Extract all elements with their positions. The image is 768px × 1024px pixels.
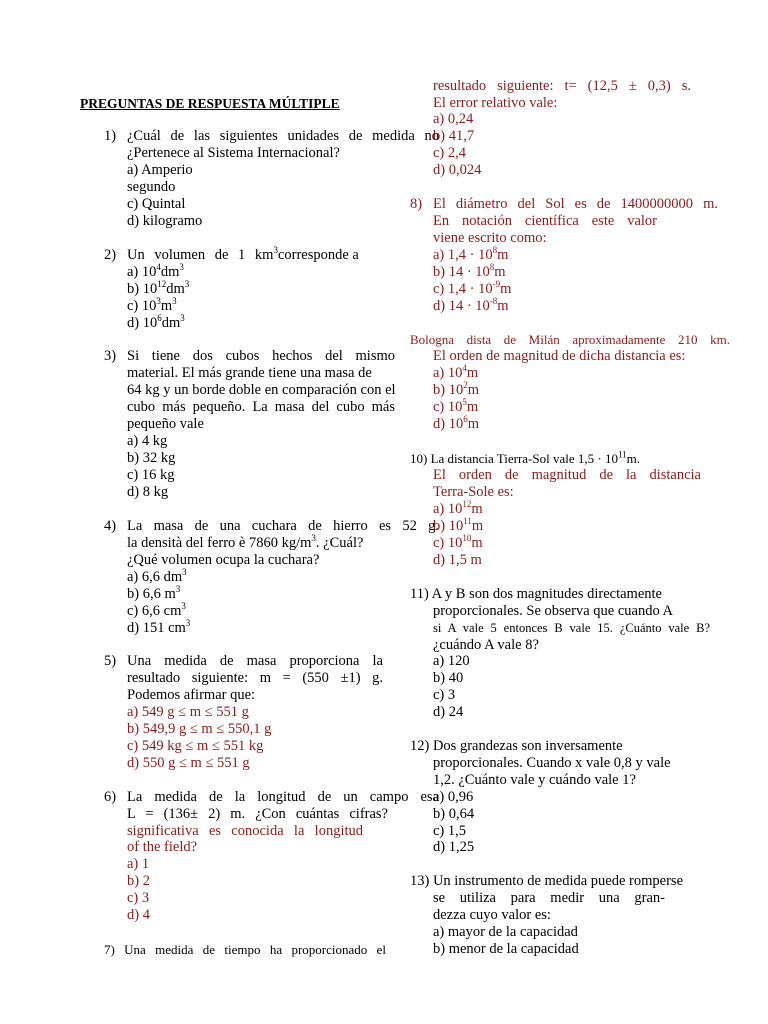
option-a: a) 120 [433,653,470,669]
option-c: c) $10^3m^3$ [127,296,177,314]
option-b: b) 6,6 $m^3$ [127,584,181,602]
question-text: L = (136± 2) m. ¿Con cuántas cifras? [127,806,388,822]
question-text: 1,2. ¿Cuánto vale y cuándo vale 1? [433,772,636,788]
question-text: Un volumen de 1 $km^3corresponde$ a [127,245,359,263]
option-b: b) $14 \cdot 10^8m$ [433,262,506,280]
option-b: b) 32 kg [127,450,176,466]
question-text: la densità del ferro è 7860 $kg/m^3$. ¿Cuál? [127,533,364,551]
question-text: La masa de una cuchara de hierro es 52 g. [127,518,439,534]
option-b: b) 2 [127,873,150,889]
option-d: d) $10^6m$ [433,414,479,432]
question-number: 2) [104,247,117,263]
option-b: b) 40 [433,670,464,686]
question-text: resultado siguiente: t= (12,5 ± 0,3) s. [433,78,691,94]
option-b: segundo [127,179,176,195]
question-text: 12) Dos grandezas son inversamente [410,738,623,754]
question-text: El error relativo vale: [433,95,558,111]
question-text: Una medida de masa proporciona la [127,653,383,669]
question-text: material. El más grande tiene una masa de [127,365,372,381]
option-b: b) 549,9 g ≤ m ≤ 550,1 g [127,721,272,737]
question-text: En notación científica este valor [433,213,657,229]
option-c: c) $10^{10}m$ [433,533,483,551]
question-text: proporcionales. Se observa que cuando A [433,603,673,619]
question-text: pequeño vale [127,416,204,432]
option-b: b) $10^2m$ [433,380,479,398]
question-text: dezza cuyo valor es: [433,907,551,923]
option-b: b) 41,7 [433,128,475,144]
option-d: d) kilogramo [127,213,203,229]
option-a: a) $1,4 \cdot 10^8m$ [433,245,509,263]
question-text: Si tiene dos cubos hechos del mismo [127,348,395,364]
option-a: a) mayor de la capacidad [433,924,578,940]
question-text: Bologna dista de Milán aproximadamente 210 km. [410,332,730,347]
question-text: Terra-Sole es: [433,484,514,500]
option-c: c) 6,6 $cm^3$ [127,601,186,619]
question-number: 4) [104,518,117,534]
option-a: a) 549 g ≤ m ≤ 551 g [127,704,249,720]
question-text: ¿Cuál de las siguientes unidades de medida no [127,128,439,144]
question-text: El orden de magnitud de dicha distancia es: [433,348,686,364]
option-d: d) 4 [127,907,150,923]
option-a: a) Amperio [127,162,193,178]
option-d: d) $14 \cdot 10^{-8}m$ [433,296,509,314]
option-d: d) 24 [433,704,464,720]
question-text: 13) Un instrumento de medida puede romperse [410,873,684,889]
option-a: a) $10^4dm^3$ [127,262,184,280]
option-d: d) 0,024 [433,162,482,178]
option-c: c) $10^5m$ [433,397,479,415]
option-a: a) $10^4m$ [433,363,479,381]
option-d: d) 8 kg [127,484,169,500]
question-number: 8) [410,196,423,212]
question-text: viene escrito como: [433,230,547,246]
option-a: a) 1 [127,856,150,872]
question-text: significativa es conocida la longitud [127,823,363,839]
question-number: 3) [104,348,117,364]
question-text: 11) A y B son dos magnitudes directamente [410,586,662,602]
question-text: Podemos afirmar que: [127,687,256,703]
option-d: d) 550 g ≤ m ≤ 551 g [127,755,250,771]
question-text: se utiliza para medir una gran- [433,890,665,906]
option-b: b) menor de la capacidad [433,941,579,957]
option-a: a) 6,6 $dm^3$ [127,567,187,585]
question-text: resultado siguiente: m = (550 ±1) g. [127,670,383,686]
question-number: 6) [104,789,117,805]
question-text: ¿cuándo A vale 8? [433,637,539,653]
question-text: El diámetro del Sol es de 1400000000 m. [433,196,718,212]
question-text: of the field? [127,839,198,855]
option-a: a) 0,24 [433,111,474,127]
question-text: ¿Qué volumen ocupa la cuchara? [127,552,320,568]
option-c: c) Quintal [127,196,186,212]
option-b: b) $10^{12}dm^3$ [127,279,190,297]
option-d: d) 1,25 [433,839,475,855]
option-d: d) 1,5 m [433,552,482,568]
option-c: c) 16 kg [127,467,175,483]
option-a: a) 4 kg [127,433,168,449]
question-text: El orden de magnitud de la distancia [433,467,701,483]
question-text: si A vale 5 entonces B vale 15. ¿Cuánto vale B? [433,621,710,635]
question-text: 64 kg y un borde doble en comparación con el [127,382,396,398]
option-d: d) $10^6dm^3$ [127,313,185,331]
page-title: PREGUNTAS DE RESPUESTA MÚLTIPLE [80,96,340,111]
option-c: c) 1,5 [433,823,467,839]
option-c: c) 549 kg ≤ m ≤ 551 kg [127,738,264,754]
question-text: ¿Pertenece al Sistema Internacional? [127,145,340,161]
option-d: d) 151 $cm^3$ [127,618,191,636]
question-text: cubo más pequeño. La masa del cubo más [127,399,395,415]
question-text: 10) La distancia Tierra-Sol vale $1,5 \cdot 10^{11}m$. [410,449,641,466]
option-b: b) $10^{11}m$ [433,516,484,534]
option-c: c) 3 [127,890,150,906]
question-text: proporcionales. Cuando x vale 0,8 y vale [433,755,671,771]
option-a: a) 0,96 [433,789,474,805]
option-c: c) 2,4 [433,145,467,161]
option-c: c) $1,4 \cdot 10^{-9}m$ [433,279,512,297]
question-text: La medida de la longitud de un campo esa [127,789,439,805]
question-number: 5) [104,653,117,669]
option-c: c) 3 [433,687,456,703]
question-text: 7) Una medida de tiempo ha proporcionado el [104,942,386,957]
option-a: a) $10^{12}m$ [433,499,483,517]
question-number: 1) [104,128,117,144]
option-b: b) 0,64 [433,806,475,822]
